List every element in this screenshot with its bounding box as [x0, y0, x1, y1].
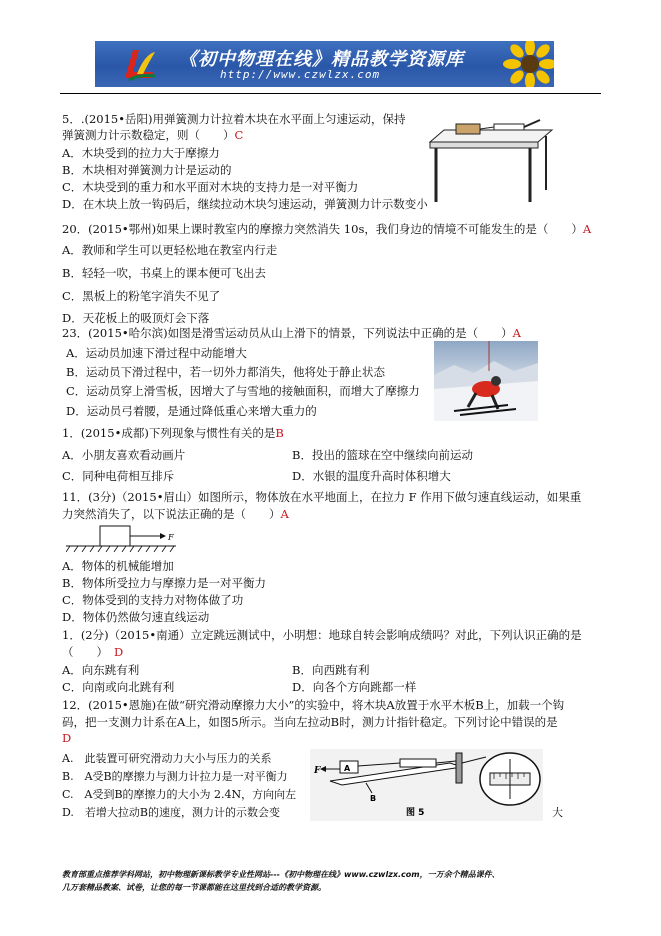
footer-line-1: 教育部重点推荐学科网站，初中物理新课标教学专业性网站---《初中物理在线》www.czwlzx.com，一万余个精品课件、: [62, 870, 500, 879]
q23-option-c: C．运动员穿上滑雪板，因增大了与雪地的接触面积，而增大了摩擦力: [66, 384, 420, 398]
svg-text:F: F: [314, 766, 321, 776]
header-banner: [95, 41, 554, 87]
q1b-option-c: C．向南或向北跳有利: [62, 680, 175, 694]
q20-answer: A: [582, 222, 592, 236]
q23-option-b: B．运动员下滑过程中，若一切外力都消失，他将处于静止状态: [66, 365, 385, 379]
q11-option-a: A．物体的机械能增加: [62, 559, 174, 573]
q20-option-c: C．黑板上的粉笔字消失不见了: [62, 289, 221, 303]
q23-answer: A: [512, 326, 521, 340]
q20-option-a: A．教师和学生可以更轻松地在教室内行走: [62, 243, 278, 257]
footer-line-2: 几万套精品教案、试卷，让您的每一节课都能在这里找到合适的教学资源。: [62, 883, 326, 892]
q20-option-d: D．天花板上的吸顶灯会下落: [62, 311, 210, 325]
q11-option-d: D．物体仍然做匀速直线运动: [62, 610, 210, 624]
q5-stem-line-2: 弹簧测力计示数稳定，则（ ）C: [62, 128, 244, 142]
q1a-answer: B: [275, 426, 284, 440]
banner-url: http://www.czwlzx.com: [220, 68, 381, 81]
q1b-option-a: A．向东跳有利: [62, 663, 140, 677]
q12-figure-5: [310, 749, 543, 821]
q12-option-d-tail: 大: [552, 806, 563, 819]
q11-stem-line-2: 力突然消失了，以下说法正确的是（ ）A: [62, 507, 289, 521]
q1b-answer: D: [114, 645, 124, 659]
q11-block-figure: [66, 522, 176, 556]
q1b-option-d: D．向各个方向跳都一样: [292, 680, 417, 694]
header-rule: [60, 93, 601, 94]
q1b-stem-line-1: 1．(2分)（2015•南通）立定跳远测试中，小明想：地球自转会影响成绩吗？对此，下列认识正确的是: [62, 628, 582, 642]
q11-option-c: C．物体受到的支持力对物体做了功: [62, 593, 244, 607]
svg-text:F: F: [168, 533, 174, 542]
q5-stem-line-1: 5．.(2015•岳阳)用弹簧测力计拉着木块在水平面上匀速运动，保持: [62, 112, 406, 126]
q12-option-c: C. A受到B的摩擦力的大小为 2.4N，方向向左: [62, 788, 297, 801]
q5-option-d: D．在木块上放一钩码后，继续拉动木块匀速运动，弹簧测力计示数变小: [62, 197, 428, 211]
q12-stem-line-2: 码，把一支测力计系在A上，如图5所示。当向左拉动B时，测力计指针稳定。下列讨论中错误的是: [62, 715, 558, 729]
q23-skier-photo: [434, 341, 538, 421]
q11-answer: A: [280, 507, 289, 521]
q11-option-b: B．物体所受拉力与摩擦力是一对平衡力: [62, 576, 266, 590]
q1a-option-d: D．水银的温度升高时体积增大: [292, 469, 451, 483]
q5-option-b: B．木块相对弹簧测力计是运动的: [62, 163, 232, 177]
sunflower-icon: [500, 41, 554, 87]
q20-stem: 20．(2015•鄂州)如果上课时教室内的摩擦力突然消失 10s，我们身边的情境不可能发生的是（ ）A: [62, 222, 592, 236]
q12-option-b: B. A受B的摩擦力与测力计拉力是一对平衡力: [62, 770, 288, 783]
q12-option-a: A. 此装置可研究滑动力大小与压力的关系: [62, 752, 272, 765]
q20-option-b: B．轻轻一吹，书桌上的课本便可飞出去: [62, 266, 266, 280]
q5-option-c: C．木块受到的重力和水平面对木块的支持力是一对平衡力: [62, 180, 359, 194]
q11-stem-line-1: 11．(3分)（2015•眉山）如图所示，物体放在水平地面上，在拉力 F 作用下做匀速直线运动，如果重: [62, 490, 582, 504]
q23-option-d: D．运动员弓着腰，是通过降低重心来增大重力的: [66, 404, 317, 418]
q1b-option-b: B．向西跳有利: [292, 663, 370, 677]
q12-stem-line-1: 12．(2015•恩施)在做“研究滑动摩擦力大小”的实验中，将木块A放置于水平木板B上，加载一个钩: [62, 698, 565, 712]
q23-option-a: A．运动员加速下滑过程中动能增大: [66, 346, 247, 360]
q23-stem: 23．(2015•哈尔滨)如图是滑雪运动员从山上滑下的情景，下列说法中正确的是（ ）A: [62, 326, 521, 340]
banner-title: 《初中物理在线》精品教学资源库: [179, 49, 464, 70]
q12-option-d: D. 若增大拉动B的速度，测力计的示数会变: [62, 806, 281, 819]
svg-text:A: A: [344, 764, 351, 773]
svg-text:图 5: 图 5: [406, 808, 425, 818]
q1b-stem-line-2: （ ） D: [62, 645, 124, 659]
q12-answer: D: [62, 731, 72, 745]
q5-option-a: A．木块受到的拉力大于摩擦力: [62, 146, 220, 160]
q1a-option-a: A．小朋友喜欢看动画片: [62, 448, 186, 462]
q5-answer: C: [234, 128, 244, 142]
svg-text:B: B: [370, 794, 377, 803]
logo-icon: [119, 44, 159, 84]
q1a-option-b: B．投出的篮球在空中继续向前运动: [292, 448, 473, 462]
q1a-option-c: C．同种电荷相互排斥: [62, 469, 175, 483]
q1a-stem: 1．(2015•成都)下列现象与惯性有关的是B: [62, 426, 284, 440]
q5-spring-scale-figure: [418, 110, 558, 206]
